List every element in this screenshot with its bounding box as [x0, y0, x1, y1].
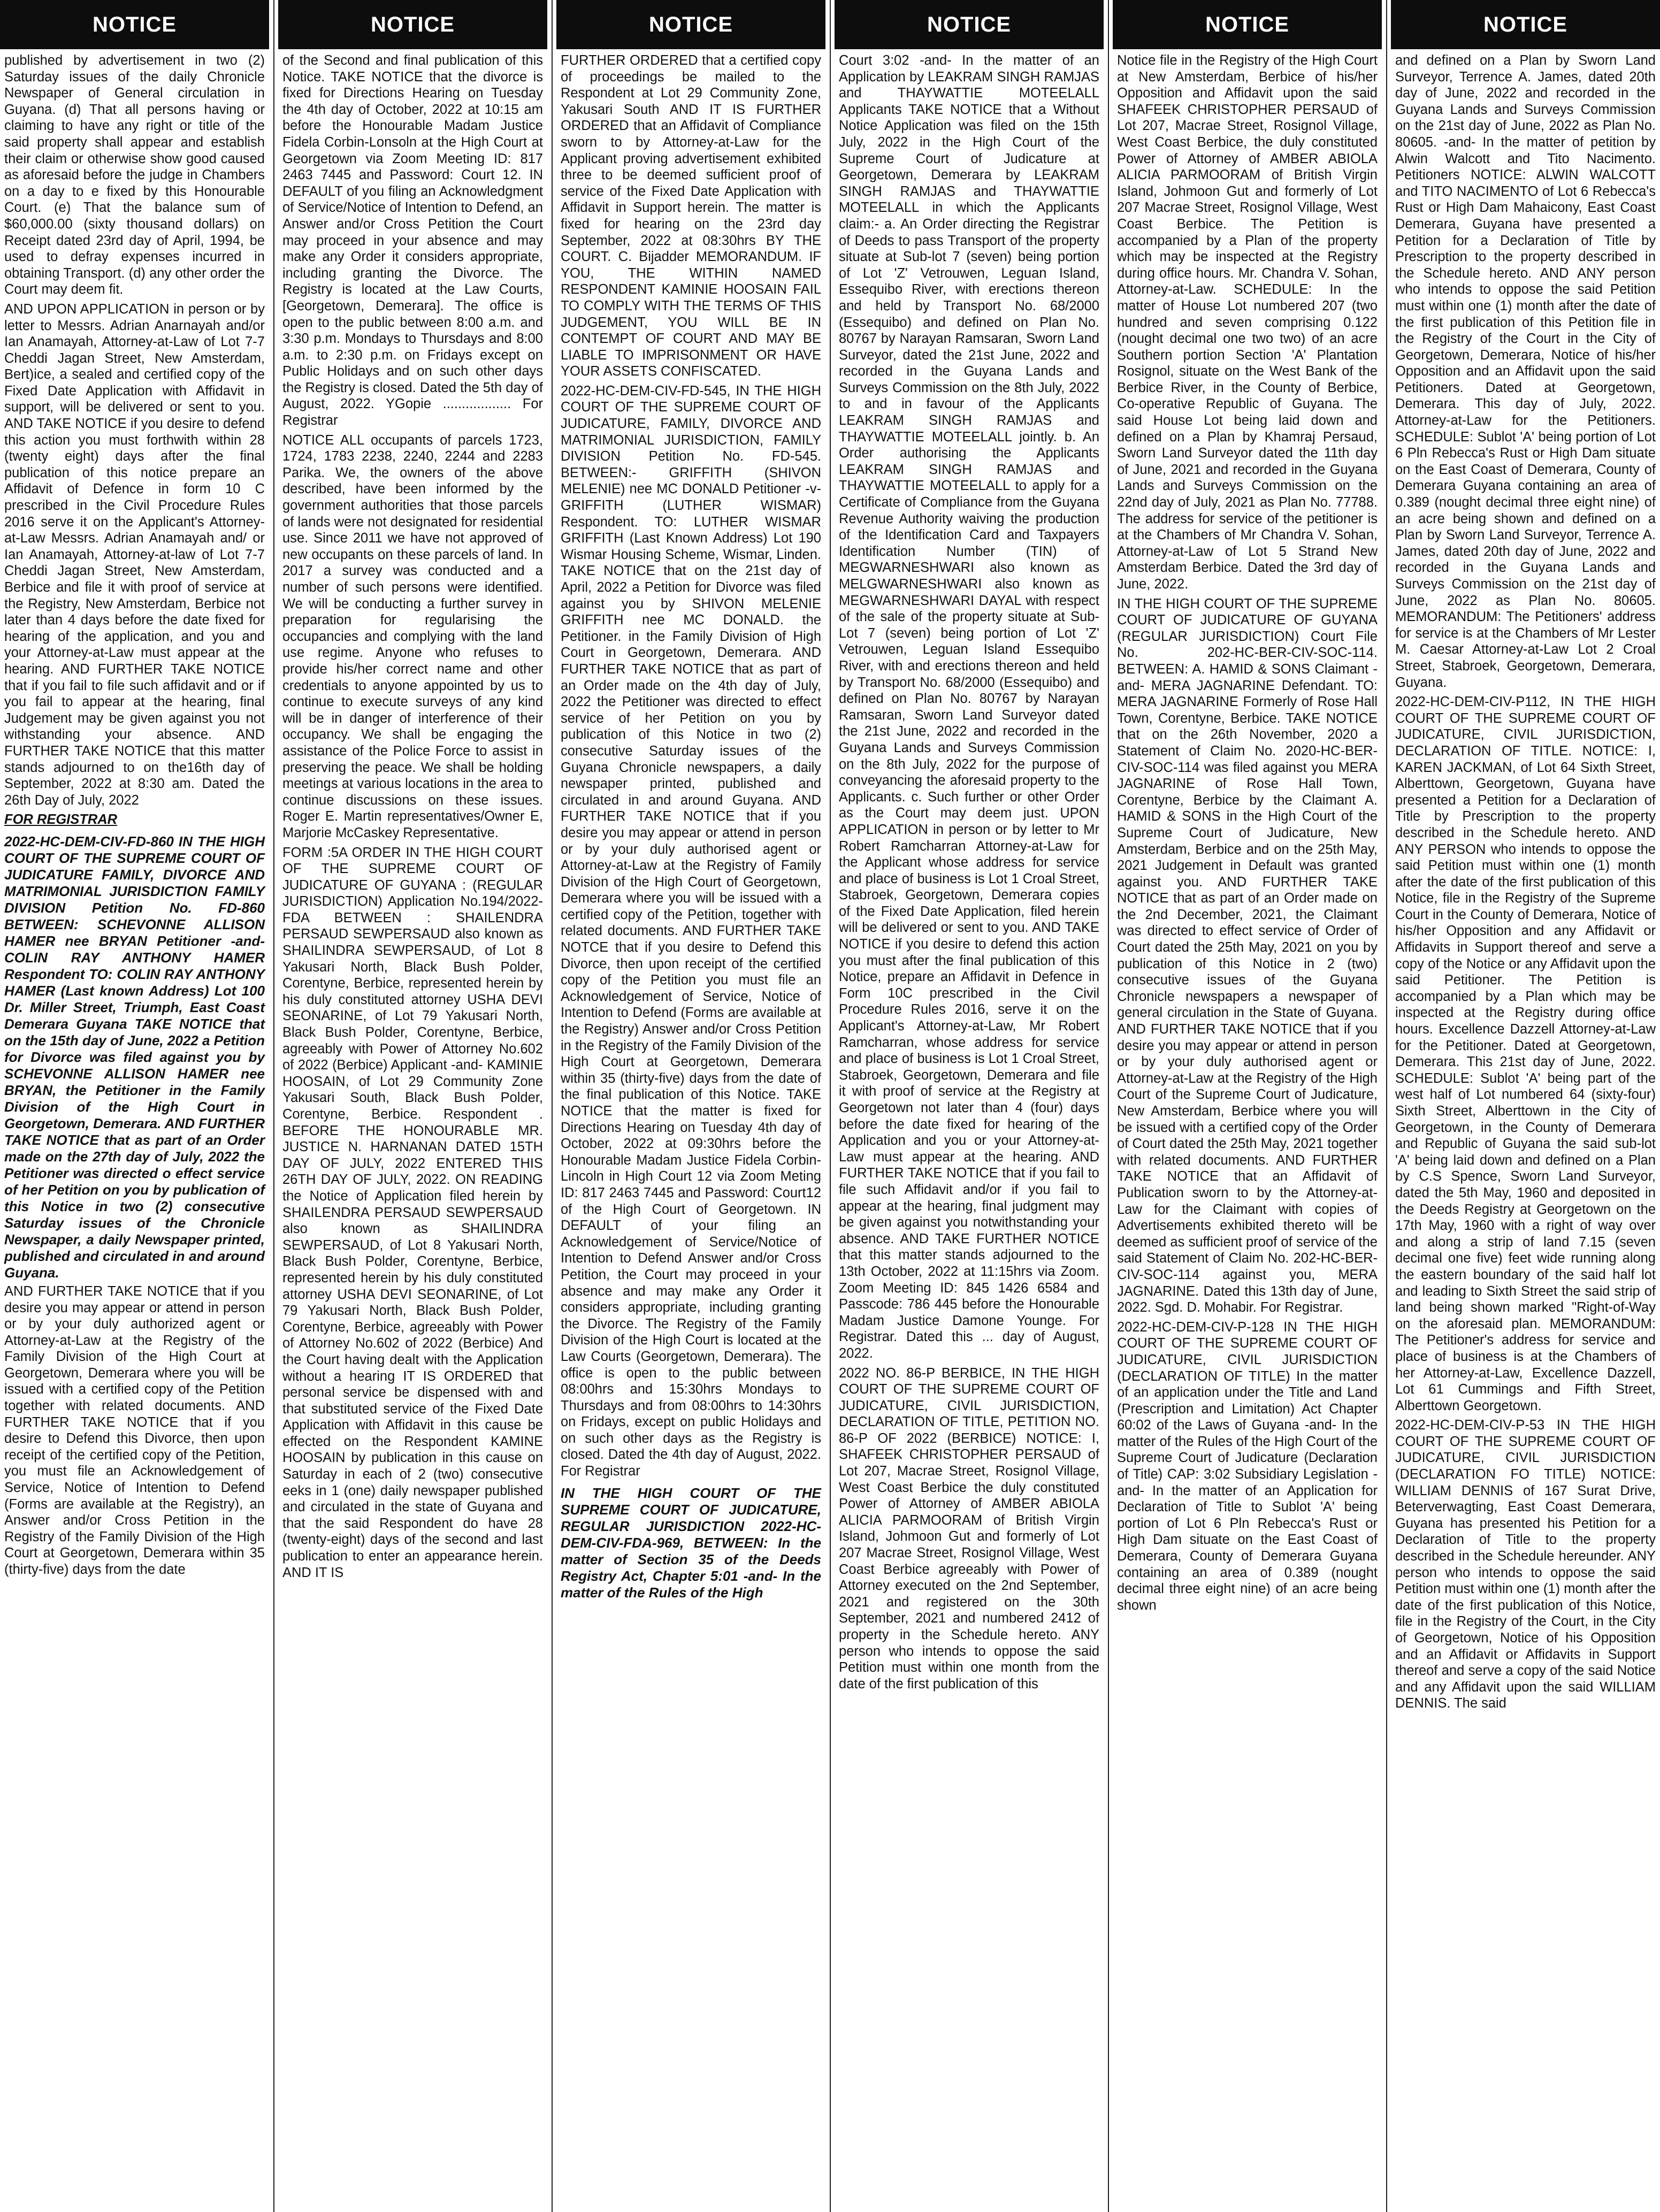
notice-paragraph: 2022 NO. 86-P BERBICE, IN THE HIGH COURT OF THE SUPREME COURT OF JUDICATURE, CIVIL JURISDICTION, DECLARATION OF TITLE, PETITION NO. 86-P OF 2022 (BERBICE) NOTICE: I, SHAFEEK CHRISTOPHER PERSAUD of Lot 207, Macrae Street, Rosignol Village, West Coast Berbice the duly constituted Power of Attorney of AMBER ABIOLA ALICIA PARMOORAM of British Virgin Island, Johmoon Gut and formerly of Lot 207 Macrae Street, Rosignol Village, West Coast Berbice agreeably with Power of Attorney executed on the 2nd September, 2021 and registered on the 30th September, 2021 and numbered 2412 of property in the Schedule hereto. ANY person who intends to oppose the said Petition must within one month from the date of the first publication of this: [839, 1365, 1099, 1691]
notice-header: NOTICE: [278, 0, 547, 49]
column-4: [835, 0, 1104, 2212]
notice-header: NOTICE: [1391, 0, 1660, 49]
column-divider: [552, 0, 553, 2212]
notice-paragraph: 2022-HC-DEM-CIV-FD-545, IN THE HIGH COURT OF THE SUPREME COURT OF JUDICATURE, FAMILY, DIVORCE AND MATRIMONIAL JURISDICTION, FAMILY DIVISION Petition No. FD-545. BETWEEN:- GRIFFITH (SHIVON MELENIE) nee MC DONALD Petitioner -v- GRIFFITH (LUTHER WISMAR) Respondent. TO: LUTHER WISMAR GRIFFITH (Last Known Address) Lot 190 Wismar Housing Scheme, Wismar, Linden. TAKE NOTICE that on the 21st day of April, 2022 a Petition for Divorce was filed against you by SHIVON MELENIE GRIFFITH nee MC DONALD. the Petitioner. in the Family Division of High Court in Georgetown, Demerara. AND FURTHER TAKE NOTICE that as part of an Order made on the 4th day of July, 2022 the Petitioner was directed to effect service of her Petition on you by publication of this Notice in two (2) consecutive Saturday issues of the Guyana Chronicle newspapers, a daily newspaper printed, published and circulated in and around Guyana. AND FURTHER TAKE NOTICE that if you desire you may appear or attend in person or by your duly authorised agent or Attorney-at-Law at the Registry of Family Division of the High Court of Georgetown, Demerara where you will be issued with a certified copy of the Petition, together with related documents. AND FURTHER TAKE NOTCE that if you desire to Defend this Divorce, then upon receipt of the certified copy of the Petition you must file an Acknowledgement of Service, Notice of Intention to Defend (Forms are available at the Registry) Answer and/or Cross Petition in the Registry of the Family Division of the High Court at Georgetown, Demerara within 35 (thirty-five) days from the date of the final publication of this Notice. TAKE NOTICE that the matter is fixed for Directions Hearing on Tuesday 4th day of October, 2022 at 09:30hrs before the Honourable Madam Justice Fidela Corbin-Lincoln in High Court 12 via Zoom Meting ID: 817 2463 7445 and Password: Court12 of the High Court of Georgetown. IN DEFAULT of your filing an Acknowledgement of Service/Notice of Intention to Defend Answer and/or Cross Petition, the Court may proceed in your absence and may make any Order it considers appropriate, including granting the Divorce. The Registry of the Family Division of the High Court is located at the Law Courts (Georgetown, Demerara). The office is open to the public between 08:00hrs and 15:30hrs Mondays to Thursdays and from 08:00hrs to 14:30hrs on Fridays, except on public Holidays and on such other days as the Registry is closed. Dated the 4th day of August, 2022. For Registrar: [561, 383, 821, 1479]
notice-paragraph: NOTICE ALL occupants of parcels 1723, 1724, 1783 2238, 2240, 2244 and 2283 Parika. We, the owners of the above described, have been informed by the government authorities that those parcels of lands were not designated for residential use. Since 2011 we have not approved of new occupants on these parcels of land. In 2017 a survey was conducted and a number of such persons were identified. We will be conducting a further survey in preparation for regularising the occupancies and complying with the land use regime. Anyone who refuses to provide his/her correct name and other credentials to anyone appointed by us to continue to execute surveys of any kind will be in danger of interference of their occupancy. We shall be engaging the assistance of the Police Force to assist in preserving the peace. We shall be holding meetings at various locations in the area to continue discussions on these issues. Roger E. Martin representatives/Owner E, Marjorie McCaskey Representative.: [282, 432, 543, 840]
column-5: [1113, 0, 1382, 2212]
notice-paragraph: IN THE HIGH COURT OF THE SUPREME COURT OF JUDICATURE OF GUYANA (REGULAR JURISDICTION) Court File No. 202-HC-BER-CIV-SOC-114. BETWEEN: A. HAMID & SONS Claimant -and- MERA JAGNARINE Defendant. TO: MERA JAGNARINE Formerly of Rose Hall Town, Corentyne, Berbice. TAKE NOTICE that on the 26th November, 2020 a Statement of Claim No. 2020-HC-BER-CIV-SOC-114 was filed against you MERA JAGNARINE of Rose Hall Town, Corentyne, Berbice by the Claimant A. HAMID & SONS in the High Court of the Supreme Court of Judicature, New Amsterdam, Berbice and on the 25th May, 2021 Judgement in Default was granted against you. AND FURTHER TAKE NOTICE that as part of an Order made on the 2nd December, 2021, the Claimant was directed to effect service of Order of Court dated the 25th May, 2021 on you by publication of this Notice in 2 (two) consecutive issues of the Guyana Chronicle newspapers a newspaper of general circulation in the State of Guyana. AND FURTHER TAKE NOTICE that if you desire you may appear or attend in person or by your duly authorised agent or Attorney-at-Law at the Registry of the High Court of the Supreme Court of Judicature, New Amsterdam, Berbice where you will be issued with a certified copy of the Order of Court dated the 25th May, 2021 together with related documents. AND FURTHER TAKE NOTICE that an Affidavit of Publication sworn to by the Attorney-at-Law for the Claimant with copies of Advertisements exhibited thereto will be deemed as sufficient proof of service of the said Statement of Claim No. 202-HC-BER-CIV-SOC-114 against you, MERA JAGNARINE. Dated this 13th day of June, 2022. Sgd. D. Mohabir. For Registrar.: [1117, 596, 1378, 1315]
column-3: [556, 0, 825, 2212]
notice-header: NOTICE: [1113, 0, 1382, 49]
notice-paragraph: Notice file in the Registry of the High Court at New Amsterdam, Berbice of his/her Opposition and Affidavit upon the said SHAFEEK CHRISTOPHER PERSAUD of Lot 207, Macrae Street, Rosignol Village, West Coast Berbice, the duly constituted Power of Attorney of AMBER ABIOLA ALICIA PARMOORAM of British Virgin Island, Johmoon Gut and formerly of Lot 207 Macrae Street, Rosignol Village, West Coast Berbice. The Petition is accompanied by a Plan of the property which may be inspected at the Registry during office hours. Mr. Chandra V. Sohan, Attorney-at-Law. SCHEDULE: In the matter of House Lot numbered 207 (two hundred and seven comprising 0.122 (nought decimal one two two) of an acre Southern portion Section 'A' Plantation Rosignol, situate on the West Bank of the Berbice River, in the County of Berbice, Co-operative Republic of Guyana. The said House Lot being laid down and defined on a Plan by Khamraj Persaud, Sworn Land Surveyor dated the 11th day of June, 2021 and recorded in the Guyana Lands and Surveys Commission on the 22nd day of July, 2021 as Plan No. 77788. The address for service of the petitioner is at the Chambers of Mr Chandra V. Sohan, Attorney-at-Law of Lot 5 Strand New Amsterdam Berbice. Dated the 3rd day of June, 2022.: [1117, 53, 1378, 592]
notice-paragraph: of the Second and final publication of this Notice. TAKE NOTICE that the divorce is fixed for Directions Hearing on Tuesday the 4th day of October, 2022 at 10:15 am before the Honourable Madam Justice Fidela Corbin-Lonsoln at the High Court at Georgetown via Zoom Meeting ID: 817 2463 7445 and Password: Court 12. IN DEFAULT of you filing an Acknowledgment of Service/Notice of Intention to Defend, an Answer and/or Cross Petition the Court may proceed in your absence and may make any Order it considers appropriate, including granting the Divorce. The Registry is located at the Law Courts, [Georgetown, Demerara]. The office is open to the public between 8:00 a.m. and 3:30 p.m. Mondays to Thursdays and 8:00 a.m. to 2:30 p.m. on Fridays except on Public Holidays and on such other days the Registry is closed. Dated the 5th day of August, 2022. YGopie .................. For Registrar: [282, 53, 543, 428]
notice-header: NOTICE: [835, 0, 1104, 49]
notice-paragraph: AND FURTHER TAKE NOTICE that if you desire you may appear or attend in person or by your duly authorized agent or Attorney-at-Law at the Registry of the Family Division of the High Court at Georgetown, Demerara where you will be issued with a certified copy of the Petition together with related documents. AND FURTHER TAKE NOTICE that if you desire to Defend this Divorce, then upon receipt of the certified copy of the Petition, you must file an Acknowledgement of Service, Notice of Intention to Defend (Forms are available at the Registry), an Answer and/or Cross Petition in the Registry of the Family Division of the High Court at Georgetown, Demerara within 35 (thirty-five) days from the date: [4, 1283, 265, 1577]
column-divider: [830, 0, 831, 2212]
column-1: [0, 0, 269, 2212]
notice-header: NOTICE: [0, 0, 269, 49]
notice-header: NOTICE: [556, 0, 825, 49]
notice-paragraph: FORM :5A ORDER IN THE HIGH COURT OF THE SUPREME COURT OF JUDICATURE OF GUYANA : (REGULAR JURISDICTION) Application No.194/2022-FDA BETWEEN : SHAILENDRA PERSAUD SEWPERSAUD also known as SHAILINDRA SEWPERSAUD, of Lot 8 Yakusari North, Black Bush Polder, Corentyne, Berbice, represented herein by his duly constituted attorney USHA DEVI SEONARINE, of Lot 79 Yakusari North, Black Bush Polder, Corentyne, Berbice, agreeably with Power of Attorney No.602 of 2022 (Berbice) Applicant -and- KAMINIE HOOSAIN, of Lot 29 Community Zone Yakusari South, Black Bush Polder, Corentyne, Berbice. Respondent . BEFORE THE HONOURABLE MR. JUSTICE N. HARNANAN DATED 15TH DAY OF JULY, 2022 ENTERED THIS 26TH DAY OF JULY, 2022. ON READING the Notice of Application filed herein by SHAILENDRA PERSAUD SEWPERSAUD also known as SHAILINDRA SEWPERSAUD, of Lot 8 Yakusari North, Black Bush Polder, Corentyne, Berbice, represented herein by his duly constituted attorney USHA DEVI SEONARINE, of Lot 79 Yakusari North, Black Bush Polder, Corentyne, Berbice, agreeably with Power of Attorney No.602 of 2022 (Berbice) And the Court having dealt with the Application without a hearing IT IS ORDERED that personal service be dispensed with and that substituted service of the Fixed Date Application with Affidavit in this cause be effected on the Respondent KAMINE HOOSAIN by publication in this cause on Saturday in each of 2 (two) consecutive eeks in 1 (one) daily newspaper published and circulated in the state of Guyana and that the said Respondent do have 28 (twenty-eight) days of the second and last publication to enter an appearance herein. AND IT IS: [282, 845, 543, 1580]
column-2: [278, 0, 547, 2212]
column-6: [1391, 0, 1660, 2212]
column-divider: [1386, 0, 1387, 2212]
notice-paragraph: AND UPON APPLICATION in person or by letter to Messrs. Adrian Anarnayah and/or Ian Anamayah, Attorney-at-Law of Lot 7-7 Cheddi Jagan Street, New Amsterdam, Bert)ice, a sealed and certified copy of the Fixed Date Application with Affidavit in support, will be delivered or sent to you. AND TAKE NOTICE if you desire to defend this action you must forthwith within 28 (twenty eight) days after the final publication of this notice prepare an Affidavit of Defence in form 10 C prescribed in the Civil Procedure Rules 2016 serve it on the Applicant's Attorney-at-Law Messrs. Adrian Anamayah and/ or Ian Anamayah, Attorney-at-law of Lot 7-7 Cheddi Jagan Street, New Amsterdam, Berbice and file it with proof of service at the Registry, New Amsterdam, Berbice not later than 4 days before the date fixed for hearing of the application, and you and your Attorney-at-Law must appear at the hearing. AND FURTHER TAKE NOTICE that if you fail to file such affidavit and or if you fail to appear at the hearing, final Judgement may be given against you not withstanding your absence. AND FURTHER TAKE NOTICE that this matter stands adjourned to on the16th day of September, 2022 at 8:30 am. Dated the 26th Day of July, 2022: [4, 301, 265, 808]
notice-paragraph: Court 3:02 -and- In the matter of an Application by LEAKRAM SINGH RAMJAS and THAYWATTIE MOTEELALL Applicants TAKE NOTICE that a Without Notice Application was filed on the 15th July, 2022 in the High Court of the Supreme Court of Judicature at Georgetown, Demerara by LEAKRAM SINGH RAMJAS and THAYWATTIE MOTEELALL in which the Applicants claim:- a. An Order directing the Registrar of Deeds to pass Transport of the property situate at Sub-lot 7 (seven) being portion of Lot 'Z' Vetrouwen, Leguan Island, Essequibo River, with erections thereon and held by Transport No. 68/2000 (Essequibo) and defined on Plan No. 80767 by Narayan Ramsaran, Sworn Land Surveyor, dated the 21st June, 2022 and recorded in the Guyana Lands and Surveys Commission on the 8th July, 2022 to and in favour of the Applicants LEAKRAM SINGH RAMJAS and THAYWATTIE MOTEELALL jointly. b. An Order authorising the Applicants LEAKRAM SINGH RAMJAS and THAYWATTIE MOTEELALL to apply for a Certificate of Compliance from the Guyana Revenue Authority waiving the production of the Identification Card and Taxpayers Identification Number (TIN) of MEGWARNESHWARI also known as MELGWARNESHWARI also known as MEGWARNESHWARI DAYAL with respect of the sale of the property situate at Sub-Lot 7 (seven) being portion of Lot 'Z' Vetrouwen, Leguan Island Essequibo River, with and erections thereon and held by Transport No. 68/2000 (Essequibo) and defined on Plan No. 80767 by Narayan Ramsaran, Sworn Land Surveyor dated the 21st June, 2022 and recorded in the Guyana Lands and Surveys Commission on the 8th July, 2022 for the purpose of conveyancing the aforesaid property to the Applicants. c. Such further or other Order as the Court may deem just. UPON APPLICATION in person or by letter to Mr Robert Ramcharran Attorney-at-Law for the Applicant whose address for service and place of business is Lot 1 Croal Street, Stabroek, Georgetown, Demerara copies of the Fixed Date Application, filed herein will be delivered or sent to you. AND TAKE NOTICE if you desire to defend this action you must after the final publication of this Notice, prepare an Affidavit in Defence in Form 10C prescribed in the Civil Procedure Rules 2016, serve it on the Applicant's Attorney-at-Law, Mr Robert Ramcharran, whose address for service and place of business is Lot 1 Croal Street, Stabroek, Georgetown, Demerara and file it with proof of service at the Registry at Georgetown not later than 4 (four) days before the date fixed for hearing of the Application and you or your Attorney-at-Law must appear at the hearing. AND FURTHER TAKE NOTICE that if you fail to file such Affidavit and/or if you fail to appear at the hearing, final judgment may be given against you notwithstanding your absence. AND TAKE FURTHER NOTICE that this matter stands adjourned to the 13th October, 2022 at 11:15hrs via Zoom. Zoom Meeting ID: 845 1426 6584 and Passcode: 786 445 before the Honourable Madam Justice Damone Younge. For Registrar. Dated this ... day of August, 2022.: [839, 53, 1099, 1361]
notice-paragraph: 2022-HC-DEM-CIV-P112, IN THE HIGH COURT OF THE SUPREME COURT OF JUDICATURE, CIVIL JURISDICTION, DECLARATION OF TITLE. NOTICE: I, KAREN JACKMAN, of Lot 64 Sixth Street, Alberttown, Georgetown, Guyana have presented a Petition for a Declaration of Title by Prescription to the property described in the Schedule hereto. AND ANY PERSON who intends to oppose the said Petition must within one (1) month after the date of the first publication of this Notice, file in the Registry of the Supreme Court in the County of Demerara, Notice of his/her Opposition and any Affidavit or Affidavits in Support thereof and serve a copy of the Notice or any Affidavit upon the said Petitioner. The Petition is accompanied by a Plan which may be inspected at the Registry during office hours. Excellence Dazzell Attorney-at-Law for the Petitioner. Dated at Georgetown, Demerara. This 21st day of June, 2022. SCHEDULE: Sublot 'A' being part of the west half of Lot numbered 64 (sixty-four) Sixth Street, Alberttown in the City of Georgetown, in the County of Demerara and Republic of Guyana the said sub-lot 'A' being laid down and defined on a Plan by C.S Spence, Sworn Land Surveyor, dated the 5th May, 1960 and deposited in the Deeds Registry at Georgetown on the 17th May, 1960 with a right of way over and along a strip of land 7.15 (seven decimal one five) feet wide running along the eastern boundary of the said half lot and leading to Sixth Street the said strip of land being shown marked "Right-of-Way on the aforesaid plan. MEMORANDUM: The Petitioner's address for service and place of business is at the Chambers of her Attorney-at-Law, Excellence Dazzell, Lot 61 Cummings and Fifth Street, Alberttown Georgetown.: [1395, 694, 1656, 1413]
signature-line: FOR REGISTRAR: [4, 812, 118, 828]
notice-heading: 2022-HC-DEM-CIV-FD-860 IN THE HIGH COURT OF THE SUPREME COURT OF JUDICATURE FAMILY, DIVORCE AND MATRIMONIAL JURISDICTION FAMILY DIVISION Petition No. FD-860 BETWEEN: SCHEVONNE ALLISON HAMER nee BRYAN Petitioner -and- COLIN RAY ANTHONY HAMER Respondent TO: COLIN RAY ANTHONY HAMER (Last known Address) Lot 100 Dr. Miller Street, Triumph, East Coast Demerara Guyana TAKE NOTICE that on the 15th day of June, 2022 a Petition for Divorce was filed against you by SCHEVONNE ALLISON HAMER nee BRYAN, the Petitioner in the Family Division of the High Court in Georgetown, Demerara. AND FURTHER TAKE NOTICE that as part of an Order made on the 27th day of July, 2022 the Petitioner was directed o effect service of her Petition on you by publication of this Notice in two (2) consecutive Saturday issues of the Chronicle Newspaper, a daily Newspaper printed, published and circulated in and around Guyana.: [4, 833, 265, 1281]
notice-paragraph: published by advertisement in two (2) Saturday issues of the daily Chronicle Newspaper of General circulation in Guyana. (d) That all persons having or claiming to have any right or title of the said property shall appear and establish their claim or otherwise show good caused as aforesaid before the judge in Chambers on a day to e fixed by this Honourable Court. (e) That the balance sum of $60,000.00 (sixty thousand dollars) on Receipt dated 23rd day of April, 1994, be used to defray expenses incurred in obtaining Transport. (d) any other order the Court may deem fit.: [4, 53, 265, 297]
notice-paragraph: FURTHER ORDERED that a certified copy of proceedings be mailed to the Respondent at Lot 29 Community Zone, Yakusari South AND IT IS FURTHER ORDERED that an Affidavit of Compliance sworn to by Attorney-at-Law for the Applicant proving advertisement exhibited three to be deemed sufficient proof of service of the Fixed Date Application with Affidavit in Support herein. The matter is fixed for hearing on the 23rd day September, 2022 at 08:30hrs BY THE COURT. C. Bijadder MEMORANDUM. IF YOU, THE WITHIN NAMED RESPONDENT KAMINIE HOOSAIN FAIL TO COMPLY WITH THE TERMS OF THIS JUDGEMENT, YOU WILL BE IN CONTEMPT OF COURT AND MAY BE LIABLE TO IMPRISONMENT OR HAVE YOUR ASSETS CONFISCATED.: [561, 53, 821, 379]
notice-heading: IN THE HIGH COURT OF THE SUPREME COURT OF JUDICATURE, REGULAR JURISDICTION 2022-HC-DEM-CIV-FDA-969, BETWEEN: In the matter of Section 35 of the Deeds Registry Act, Chapter 5:01 -and- In the matter of the Rules of the High: [561, 1484, 821, 1601]
column-divider: [1108, 0, 1109, 2212]
notice-paragraph: 2022-HC-DEM-CIV-P-53 IN THE HIGH COURT OF THE SUPREME COURT OF JUDICATURE, CIVIL JURISDICTION (DECLARATION FO TITLE) NOTICE: WILLIAM DENNIS of 167 Surat Drive, Beterverwagting, East Coast Demerara, Guyana has presented his Petition for a Declaration of Title to the property described in the Schedule hereunder. ANY person who intends to oppose the said Petition must within one (1) month after the date of the first publication of this Notice, file in the Registry of the Court, in the City of Georgetown, Notice of his Opposition and an Affidavit or Affidavits in Support thereof and serve a copy of the said Notice and any Affidavit upon the said WILLIAM DENNIS. The said: [1395, 1418, 1656, 1711]
column-divider: [273, 0, 274, 2212]
notice-paragraph: and defined on a Plan by Sworn Land Surveyor, Terrence A. James, dated 20th day of June, 2022 and recorded in the Guyana Lands and Surveys Commission on the 21st day of June, 2022 as Plan No. 80605. -and- In the matter of petition by Alwin Walcott and Tito Nacimento. Petitioners NOTICE: ALWIN WALCOTT and TITO NACIMENTO of Lot 6 Rebecca's Rust or High Dam Mahaicony, East Coast Demerara, Guyana have presented a Petition for a Declaration of Title by Prescription to the property described in the Schedule hereto. AND ANY person who intends to oppose the said Petition must within one (1) month after the date of the first publication of this Petition file in the Registry of the Court in the City of Georgetown, Demerara, Notice of his/her Opposition and an Affidavit upon the said Petitioners. Dated at Georgetown, Demerara. This day of July, 2022. Attorney-at-Law for the Petitioners. SCHEDULE: Sublot 'A' being portion of Lot 6 Pln Rebecca's Rust or High Dam situate on the East Coast of Demerara, County of Demerara Guyana containing an area of 0.389 (nought decimal three eight nine) of an acre being shown and defined on a Plan by Sworn Land Surveyor, Terrence A. James, dated 20th day of June, 2022 and recorded in the Guyana Lands and Surveys Commission on the 21st day of June, 2022 as Plan No. 80605. MEMORANDUM: The Petitioners' address for service is at the Chambers of Mr Lester M. Caesar Attorney-at-Law Lot 2 Croal Street, Stabroek, Georgetown, Demerara, Guyana.: [1395, 53, 1656, 690]
notice-paragraph: 2022-HC-DEM-CIV-P-128 IN THE HIGH COURT OF THE SUPREME COURT OF JUDICATURE, CIVIL JURISDICTION (DECLARATION OF TITLE) In the matter of an application under the Title and Land (Prescription and Limitation) Act Chapter 60:02 of the Laws of Guyana -and- In the matter of the Rules of the High Court of the Supreme Court of Judicature (Declaration of Title) CAP: 3:02 Subsidiary Legislation -and- In the matter of an Application for Declaration of Title to Sublot 'A' being portion of Lot 6 Pln Rebecca's Rust or High Dam situate on the East Coast of Demerara, County of Demerara Guyana containing an area of 0.389 (nought decimal three eight nine) of an acre being shown: [1117, 1319, 1378, 1613]
